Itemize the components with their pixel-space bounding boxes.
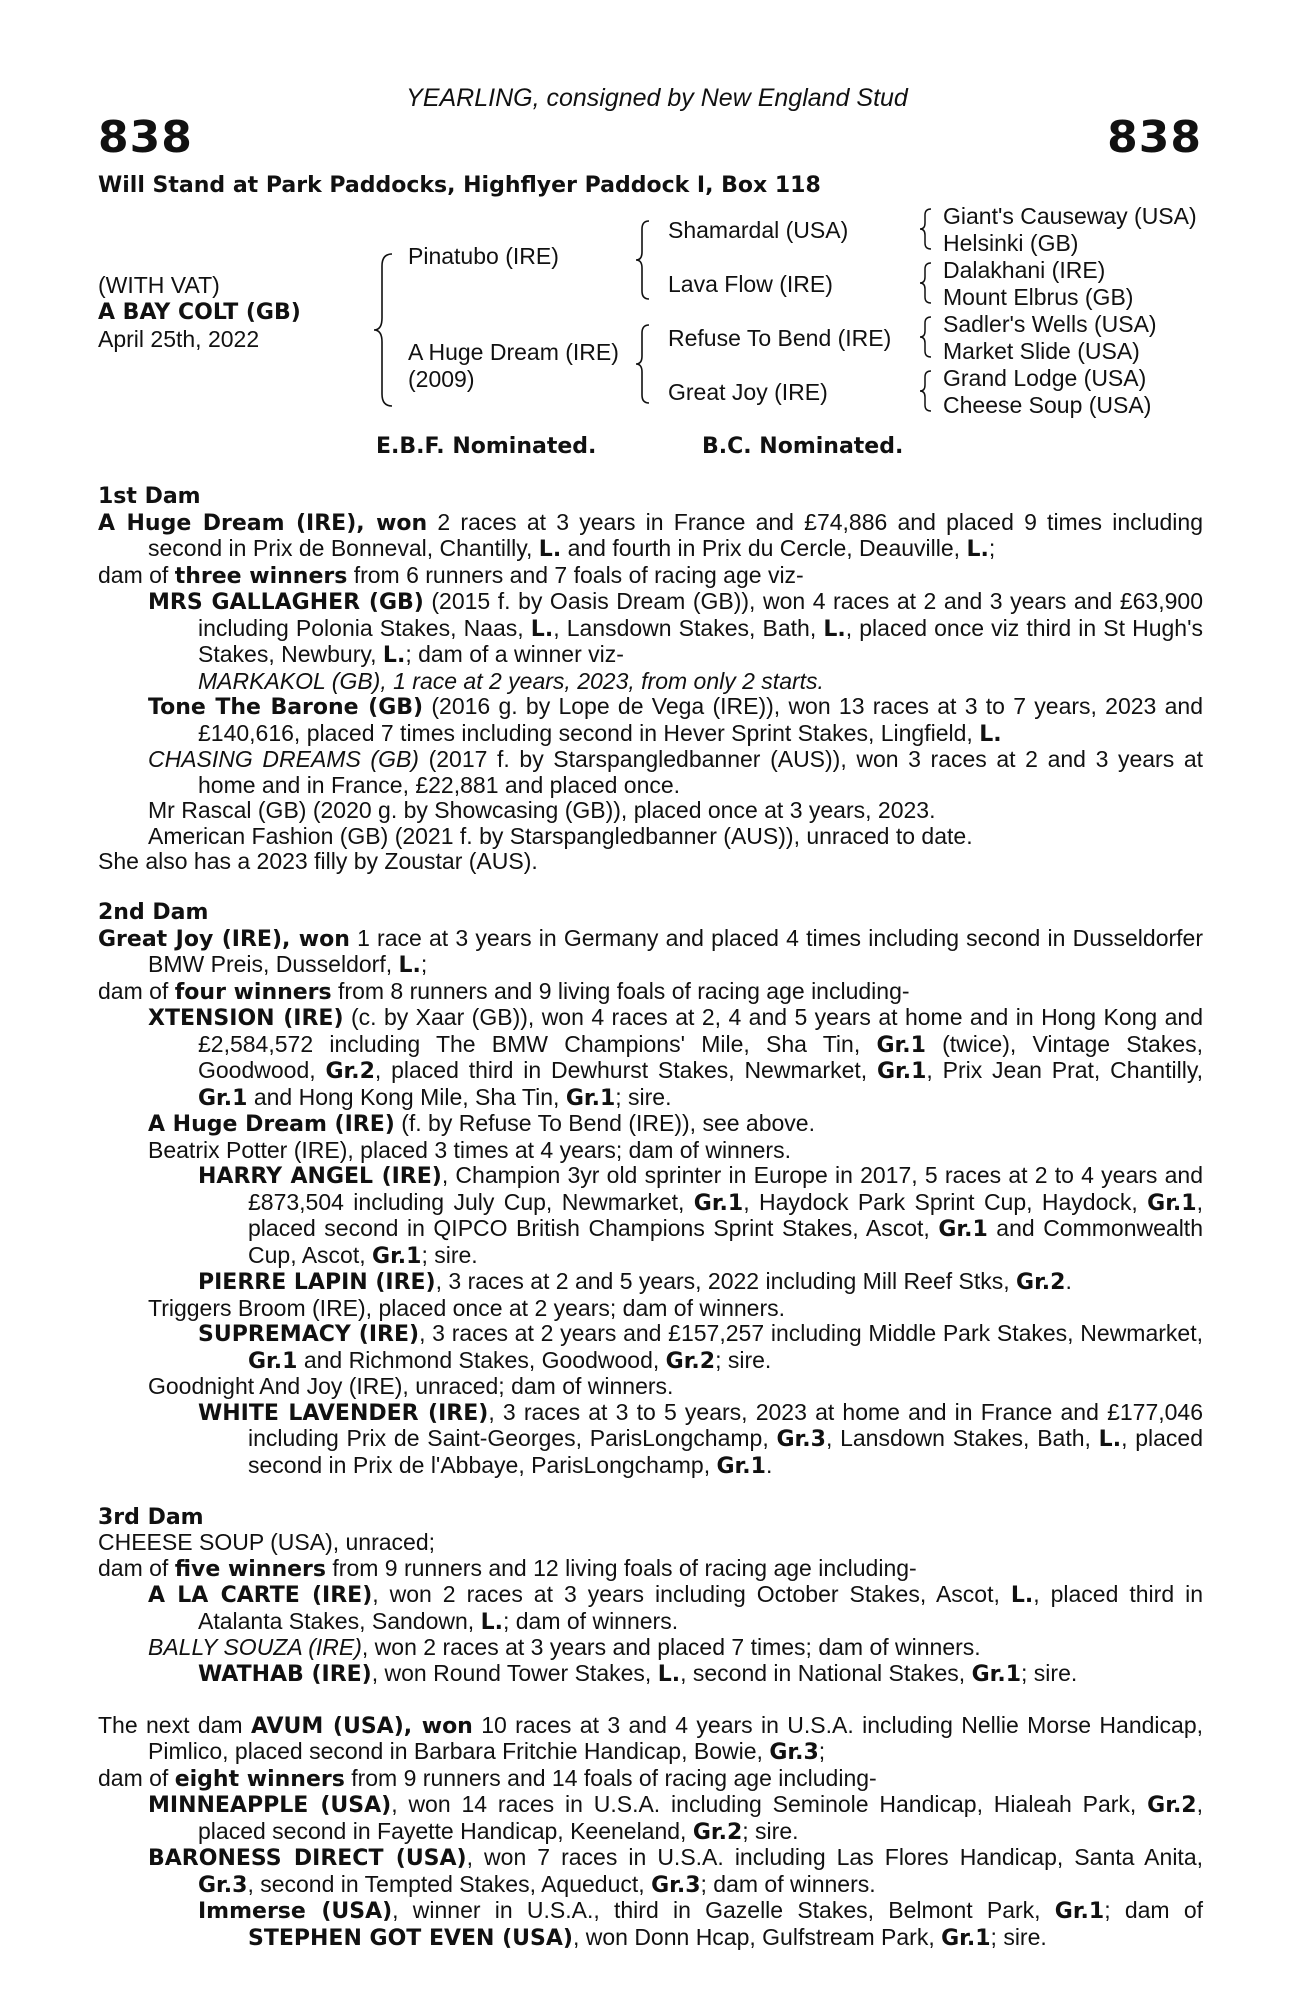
produce-entry: PIERRE LAPIN (IRE), 3 races at 2 and 5 years, 2022 including Mill Reef Stks, Gr.2. <box>198 1268 1072 1295</box>
pedigree-sire-dam: Lava Flow (IRE) <box>668 271 833 297</box>
second-dam-heading: 2nd Dam <box>98 900 209 925</box>
next-dam-produce-summary: dam of eight winners from 9 runners and 14 foals of racing age including- <box>98 1764 877 1792</box>
pedigree-dam: A Huge Dream (IRE) <box>408 339 619 365</box>
dam-record: A Huge Dream (IRE), won 2 races at 3 years in France and £74,886 and placed 9 times including second in Prix de Bonneval, Chantilly, L. and fourth in Prix du Cercle, Deauville, L.; <box>98 508 1204 562</box>
bc-nominated: B.C. Nominated. <box>702 434 904 459</box>
produce-entry: HARRY ANGEL (IRE), Champion 3yr old sprinter in Europe in 2017, 5 races at 2 to 4 years and £873,504 including July Cup, Newmarket, Gr.1, Haydock Park Sprint Cup, Haydock, Gr.1, placed second in QIPCO British Champions Sprint Stakes, Ascot, Gr.1 and Commonwealth Cup, Ascot, Gr.1; sire. <box>198 1162 1203 1269</box>
produce-entry: MARKAKOL (GB), 1 race at 2 years, 2023, from only 2 starts. <box>198 667 824 694</box>
pedigree-g6: Market Slide (USA) <box>943 338 1140 364</box>
consignor-line: YEARLING, consigned by New England Stud <box>406 84 908 112</box>
pedigree-brace-g4 <box>918 369 934 413</box>
produce-entry: American Fashion (GB) (2021 f. by Starspangledbanner (AUS)), unraced to date. <box>148 822 973 849</box>
pedigree-brace-main <box>372 252 396 408</box>
pedigree-g5: Sadler's Wells (USA) <box>943 311 1157 337</box>
pedigree-brace-g3 <box>918 315 934 359</box>
lot-number-left: 838 <box>98 112 193 163</box>
second-dam-produce-summary: dam of four winners from 8 runners and 9 living foals of racing age including- <box>98 977 910 1005</box>
pedigree-g7: Grand Lodge (USA) <box>943 365 1147 391</box>
produce-entry: Tone The Barone (GB) (2016 g. by Lope de Vega (IRE)), won 13 races at 3 to 7 years, 2023 and £140,616, placed 7 times including second in Hever Sprint Stakes, Lingfield, L. <box>148 693 1203 747</box>
foaling-date: April 25th, 2022 <box>98 326 260 352</box>
pedigree-brace-dam <box>634 323 652 405</box>
catalogue-body <box>98 484 1203 1951</box>
produce-entry: XTENSION (IRE) (c. by Xaar (GB)), won 4 races at 2, 4 and 5 years at home and in Hong Kong and £2,584,572 including The BMW Champions' Mile, Sha Tin, Gr.1 (twice), Vintage Stakes, Goodwood, Gr.2, placed third in Dewhurst Stakes, Newmarket, Gr.1, Prix Jean Prat, Chantilly, Gr.1 and Hong Kong Mile, Sha Tin, Gr.1; sire. <box>148 1004 1204 1111</box>
produce-entry: A Huge Dream (IRE) (f. by Refuse To Bend (IRE)), see above. <box>148 1110 815 1137</box>
third-dam-produce-summary: dam of five winners from 9 runners and 12 living foals of racing age including- <box>98 1554 917 1582</box>
produce-entry: WATHAB (IRE), won Round Tower Stakes, L., second in National Stakes, Gr.1; sire. <box>198 1659 1078 1687</box>
produce-entry: WHITE LAVENDER (IRE), 3 races at 3 to 5 years, 2023 at home and in France and £177,046 including Prix de Saint-Georges, ParisLongchamp, Gr.3, Lansdown Stakes, Bath, L., placed second in Prix de l'Abbaye, ParisLongchamp, Gr.1. <box>198 1398 1204 1479</box>
dam-produce-summary: dam of three winners from 6 runners and 7 foals of racing age viz- <box>98 561 804 589</box>
pedigree-dam-dam: Great Joy (IRE) <box>668 379 828 405</box>
pedigree-brace-g1 <box>918 207 934 251</box>
pedigree-dam-year: (2009) <box>408 366 475 392</box>
produce-entry: CHASING DREAMS (GB) (2017 f. by Starspangledbanner (AUS)), won 3 races at 2 and 3 years at home and in France, £22,881 and placed once. <box>148 746 1203 798</box>
pedigree-dam-sire: Refuse To Bend (IRE) <box>668 325 892 351</box>
produce-entry: Triggers Broom (IRE), placed once at 2 years; dam of winners. <box>148 1294 786 1321</box>
pedigree-sire-sire: Shamardal (USA) <box>668 217 849 243</box>
produce-entry: A LA CARTE (IRE), won 2 races at 3 years including October Stakes, Ascot, L., placed third in Atalanta Stakes, Sandown, L.; dam of winners. <box>148 1581 1203 1635</box>
next-dam-record: The next dam AVUM (USA), won 10 races at 3 and 4 years in U.S.A. including Nellie Morse Handicap, Pimlico, placed second in Barbara Fritchie Handicap, Bowie, Gr.3; <box>98 1711 1203 1765</box>
produce-entry: SUPREMACY (IRE), 3 races at 2 years and £157,257 including Middle Park Stakes, Newmarket, Gr.1 and Richmond Stakes, Goodwood, Gr.2; sire. <box>198 1320 1203 1374</box>
produce-entry: Immerse (USA), winner in U.S.A., third in Gazelle Stakes, Belmont Park, Gr.1; dam of STEPHEN GOT EVEN (USA), won Donn Hcap, Gulfstream Park, Gr.1; sire. <box>198 1897 1203 1951</box>
produce-entry: MRS GALLAGHER (GB) (2015 f. by Oasis Dream (GB)), won 4 races at 2 and 3 years and £63,900 including Polonia Stakes, Naas, L., Lansdown Stakes, Bath, L., placed once viz third in St Hugh's Stakes, Newbury, L.; dam of a winner viz- <box>148 588 1203 668</box>
pedigree-g8: Cheese Soup (USA) <box>943 392 1152 418</box>
pedigree-brace-sire <box>634 219 652 301</box>
produce-entry: BARONESS DIRECT (USA), won 7 races in U.S.A. including Las Flores Handicap, Santa Anita, Gr.3, second in Tempted Stakes, Aqueduct, Gr.3; dam of winners. <box>148 1844 1203 1898</box>
third-dam-record: CHEESE SOUP (USA), unraced; <box>98 1529 436 1555</box>
produce-entry: Goodnight And Joy (IRE), unraced; dam of winners. <box>148 1373 674 1399</box>
pedigree-g2: Helsinki (GB) <box>943 230 1079 256</box>
ebf-nominated: E.B.F. Nominated. <box>376 434 597 459</box>
produce-entry: She also has a 2023 filly by Zoustar (AUS). <box>98 848 538 874</box>
second-dam-record: Great Joy (IRE), won 1 race at 3 years in Germany and placed 4 times including second in Dusseldorfer BMW Preis, Dusseldorf, L.; <box>98 924 1203 978</box>
produce-entry: Beatrix Potter (IRE), placed 3 times at 4 years; dam of winners. <box>148 1136 791 1163</box>
produce-entry: BALLY SOUZA (IRE), won 2 races at 3 years and placed 7 times; dam of winners. <box>148 1634 981 1660</box>
pedigree-brace-g2 <box>918 261 934 305</box>
vat-note: (WITH VAT) <box>98 272 220 298</box>
pedigree-g4: Mount Elbrus (GB) <box>943 284 1134 310</box>
stand-location: Will Stand at Park Paddocks, Highflyer Paddock I, Box 118 <box>98 173 821 198</box>
third-dam-heading: 3rd Dam <box>98 1504 204 1530</box>
pedigree-g1: Giant's Causeway (USA) <box>943 203 1197 229</box>
horse-name: A BAY COLT (GB) <box>98 300 301 325</box>
pedigree-g3: Dalakhani (IRE) <box>943 257 1106 283</box>
produce-entry: Mr Rascal (GB) (2020 g. by Showcasing (GB)), placed once at 3 years, 2023. <box>148 797 936 823</box>
pedigree-sire: Pinatubo (IRE) <box>408 243 559 269</box>
lot-number-right: 838 <box>1107 112 1202 163</box>
produce-entry: MINNEAPPLE (USA), won 14 races in U.S.A. including Seminole Handicap, Hialeah Park, Gr.2, placed second in Fayette Handicap, Keeneland, Gr.2; sire. <box>148 1791 1203 1845</box>
first-dam-heading: 1st Dam <box>98 484 201 509</box>
